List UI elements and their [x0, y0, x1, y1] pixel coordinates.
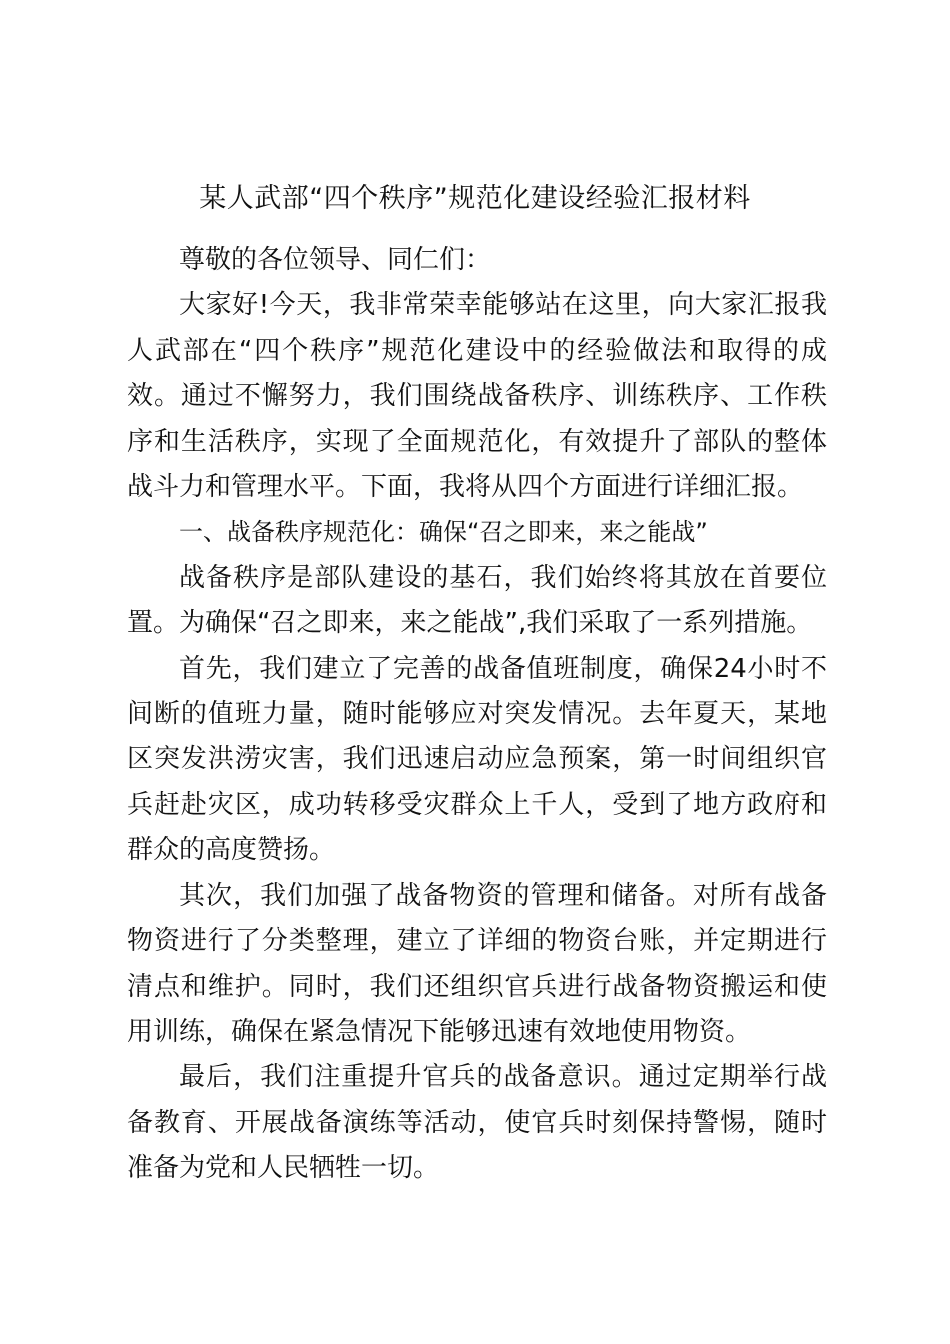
paragraph-intro: 大家好!今天，我非常荣幸能够站在这里，向大家汇报我人武部在“四个秩序”规范化建设中的经验做法和取得的成效。通过不懈努力，我们围绕战备秩序、训练秩序、工作秩序和生活秩序，实现了全面规范化，有效提升了部队的整体战斗力和管理水平。下面，我将从四个方面进行详细汇报。 [127, 290, 827, 503]
section-heading-1: 一、战备秩序规范化：确保“召之即来，来之能战” [179, 518, 708, 547]
paragraph-third-measure: 最后，我们注重提升官兵的战备意识。通过定期举行战备教育、开展战备演练等活动，使官兵时刻保持警惕，随时准备为党和人民牺牲一切。 [127, 1062, 827, 1184]
document-body [127, 238, 827, 1192]
document-title: 某人武部“四个秩序”规范化建设经验汇报材料 [199, 183, 751, 214]
paragraph-first-measure: 首先，我们建立了完善的战备值班制度，确保24小时不间断的值班力量，随时能够应对突发情况。去年夏天，某地区突发洪涝灾害，我们迅速启动应急预案，第一时间组织官兵赶赴灾区，成功转移受灾群众上千人，受到了地方政府和群众的高度赞扬。 [127, 653, 827, 866]
paragraph-section-1-intro: 战备秩序是部队建设的基石，我们始终将其放在首要位置。为确保“召之即来，来之能战”,我们采取了一系列措施。 [127, 562, 827, 639]
salutation: 尊敬的各位领导、同仁们： [179, 245, 492, 275]
paragraph-second-measure: 其次，我们加强了战备物资的管理和储备。对所有战备物资进行了分类整理，建立了详细的物资台账，并定期进行清点和维护。同时，我们还组织官兵进行战备物资搬运和使用训练，确保在紧急情况下能够迅速有效地使用物资。 [127, 880, 827, 1047]
